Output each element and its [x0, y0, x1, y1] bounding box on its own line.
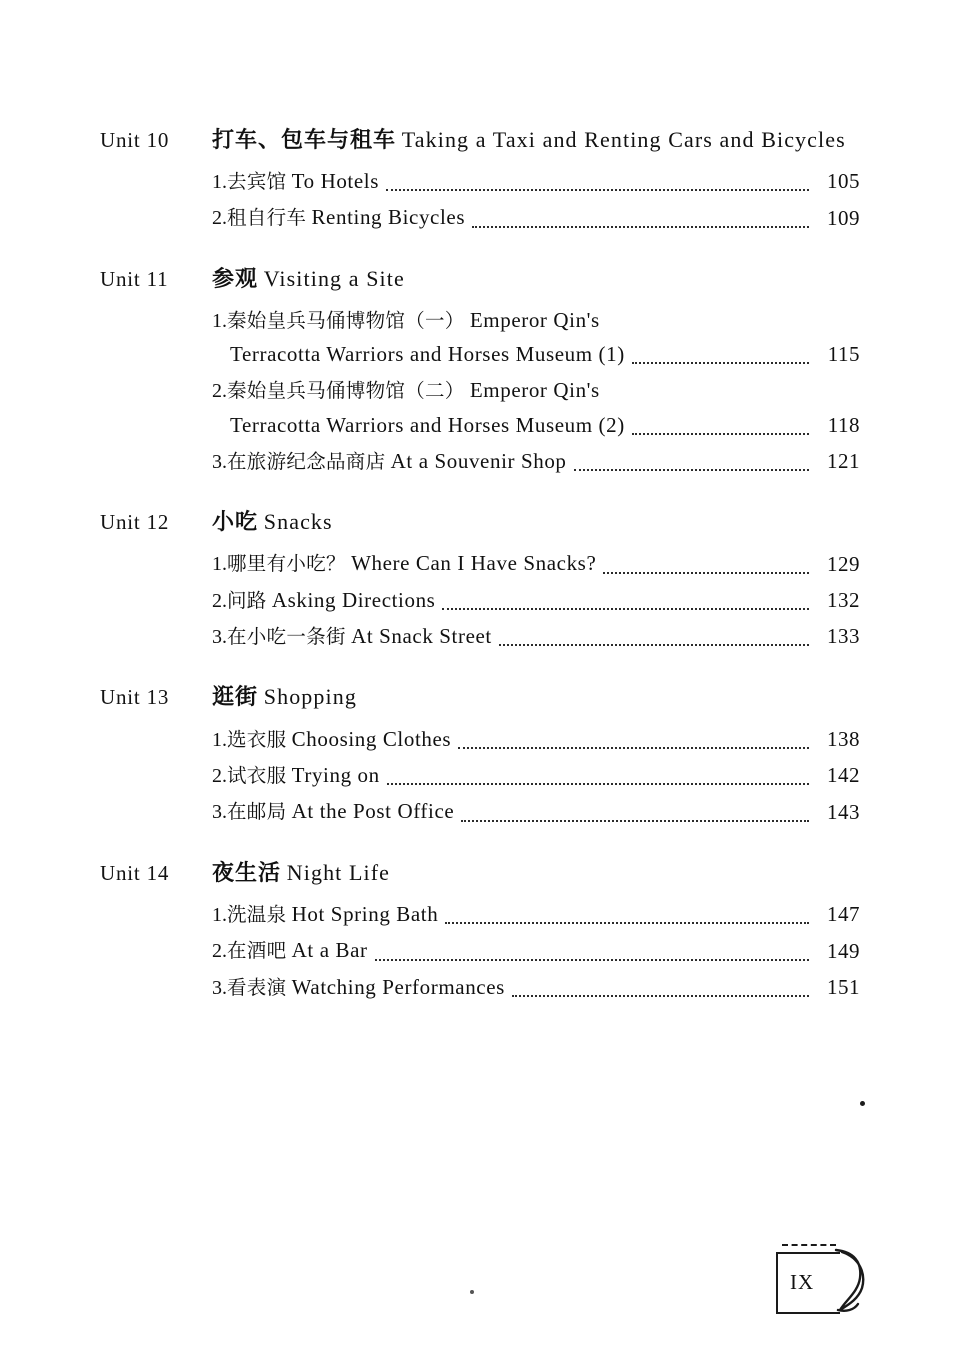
unit-label: Unit 14: [100, 860, 170, 885]
leader-dots: [499, 644, 809, 646]
toc-entry-text: [212, 444, 567, 478]
unit-title-english: Night Life: [286, 859, 391, 885]
table-of-contents: [100, 122, 860, 1030]
entry-chinese: 试衣服: [227, 763, 287, 787]
entry-number: 3.: [212, 976, 227, 999]
entry-number: 3.: [212, 801, 227, 824]
entry-page-number: 133: [827, 624, 860, 649]
toc-entry-text: [212, 794, 454, 828]
unit-entries: [212, 303, 860, 478]
entry-page-number: 129: [827, 551, 860, 576]
entry-english: At Snack Street: [351, 624, 492, 649]
entry-page-number: 115: [827, 342, 860, 367]
entry-chinese: 在酒吧: [227, 939, 287, 963]
entry-page-number: 142: [827, 763, 860, 788]
toc-entry-line: [212, 303, 860, 337]
toc-entry[interactable]: [212, 546, 860, 580]
unit-heading: [100, 855, 860, 891]
entry-number: 3.: [212, 450, 227, 473]
unit-block: [100, 122, 860, 235]
entry-page-number: 121: [827, 449, 860, 474]
entry-english: At the Post Office: [291, 799, 455, 824]
toc-entry[interactable]: [212, 794, 860, 828]
toc-entry-text: [212, 583, 435, 617]
entry-page-number: 118: [827, 412, 860, 437]
unit-entries: [212, 722, 860, 829]
unit-title-english: Visiting a Site: [263, 265, 405, 291]
toc-entry-text: [212, 378, 600, 402]
entry-chinese: 洗温泉: [227, 902, 287, 926]
entry-chinese: 去宾馆: [227, 170, 287, 194]
toc-entry-text: [212, 164, 379, 198]
folio-page-number: IX: [790, 1270, 815, 1294]
unit-title-english: Taking a Taxi and Renting Cars and Bicycles: [401, 127, 846, 152]
entry-chinese: 在小吃一条街: [227, 625, 346, 649]
entry-english: Watching Performances: [291, 974, 505, 999]
entry-english-continued: Terracotta Warriors and Horses Museum (2): [230, 412, 625, 437]
unit-label: Unit 13: [100, 685, 170, 710]
unit-label: Unit 12: [100, 510, 170, 535]
leader-dots: [442, 608, 809, 610]
unit-title-chinese: 逛街: [212, 685, 259, 711]
toc-entry-text-continued: [230, 337, 625, 371]
margin-dot-mark: [860, 1101, 865, 1106]
entry-english: Asking Directions: [271, 587, 436, 612]
entry-page-number: 109: [827, 205, 860, 230]
entry-chinese: 在邮局: [227, 800, 287, 824]
toc-entry-text: [212, 758, 380, 792]
folio-tab: [776, 1244, 872, 1320]
entry-number: 2.: [212, 940, 227, 963]
unit-block: [100, 679, 860, 828]
unit-label: Unit 10: [100, 128, 170, 152]
entry-number: 1.: [212, 309, 227, 332]
entry-page-number: 105: [827, 169, 860, 194]
entry-number: 2.: [212, 207, 227, 230]
toc-entry-line: [230, 408, 860, 442]
unit-heading: [100, 679, 860, 715]
toc-entry-text: [212, 970, 505, 1004]
entry-page-number: 151: [827, 974, 860, 999]
leader-dots: [387, 783, 809, 785]
unit-title: [212, 855, 860, 891]
unit-label: Unit 11: [100, 266, 169, 291]
entry-english: Hot Spring Bath: [291, 901, 439, 926]
entry-chinese: 在旅游纪念品商店: [227, 449, 386, 473]
leader-dots: [603, 572, 809, 574]
toc-entry-line: [230, 337, 860, 371]
toc-entry-text: [212, 200, 465, 234]
entry-english-continued: Terracotta Warriors and Horses Museum (1): [230, 342, 625, 367]
leader-dots: [632, 433, 809, 435]
toc-entry-text: [212, 722, 451, 756]
entry-english: Emperor Qin's: [469, 378, 600, 403]
unit-title-chinese: 小吃: [212, 510, 259, 536]
entry-english: Choosing Clothes: [291, 726, 452, 751]
entry-english: At a Souvenir Shop: [390, 448, 567, 473]
toc-entry-text: [212, 897, 438, 931]
entry-english: Where Can I Have Snacks?: [351, 551, 597, 576]
entry-number: 2.: [212, 764, 227, 787]
unit-entries: [212, 164, 860, 235]
toc-entry-text: [212, 933, 368, 967]
leader-dots: [512, 995, 809, 997]
toc-entry[interactable]: [212, 200, 860, 234]
toc-entry[interactable]: [212, 303, 860, 371]
entry-english: To Hotels: [291, 169, 379, 194]
entry-chinese: 看表演: [227, 975, 287, 999]
entry-english: At a Bar: [291, 938, 368, 963]
unit-entries: [212, 546, 860, 653]
unit-title: [212, 504, 860, 540]
leader-dots: [386, 189, 809, 191]
entry-number: 2.: [212, 589, 227, 612]
unit-entries: [212, 897, 860, 1004]
leader-dots: [461, 820, 809, 822]
entry-english: Renting Bicycles: [311, 205, 466, 230]
toc-entry[interactable]: [212, 164, 860, 198]
entry-chinese: 租自行车: [227, 206, 307, 230]
unit-heading: [100, 261, 860, 297]
entry-chinese: 哪里有小吃？: [227, 552, 346, 576]
entry-page-number: 147: [827, 902, 860, 927]
entry-english: Trying on: [291, 762, 380, 787]
toc-entry[interactable]: [212, 444, 860, 478]
unit-heading: [100, 504, 860, 540]
unit-title-chinese: 夜生活: [212, 860, 282, 886]
unit-title-english: Shopping: [263, 684, 357, 710]
toc-entry-line: [212, 373, 860, 407]
entry-number: 2.: [212, 380, 227, 403]
unit-title-english: Snacks: [263, 509, 333, 535]
toc-entry[interactable]: [212, 722, 860, 756]
toc-entry-text: [212, 308, 600, 332]
entry-number: 1.: [212, 553, 227, 576]
entry-chinese: 秦始皇兵马俑博物馆（二）: [227, 379, 465, 403]
unit-title-chinese: 参观: [212, 266, 259, 292]
toc-entry[interactable]: [212, 933, 860, 967]
toc-entry-text: [212, 546, 596, 580]
toc-entry[interactable]: [212, 373, 860, 441]
unit-title: [212, 679, 860, 715]
entry-number: 1.: [212, 171, 227, 194]
entry-chinese: 选衣服: [227, 727, 287, 751]
leader-dots: [632, 362, 809, 364]
leader-dots: [375, 959, 809, 961]
toc-entry[interactable]: [212, 619, 860, 653]
folio-dashed-line: [782, 1244, 836, 1246]
leader-dots: [472, 226, 809, 228]
leader-dots: [574, 469, 809, 471]
entry-number: 1.: [212, 903, 227, 926]
entry-number: 1.: [212, 728, 227, 751]
entry-chinese: 问路: [227, 588, 267, 612]
page-speck: [470, 1290, 474, 1294]
toc-entry-text-continued: [230, 408, 625, 442]
leader-dots: [445, 922, 809, 924]
unit-heading: [100, 122, 860, 158]
toc-entry[interactable]: [212, 758, 860, 792]
toc-entry[interactable]: [212, 897, 860, 931]
folio-swirl-icon: [832, 1248, 866, 1314]
unit-title: [212, 261, 860, 297]
entry-chinese: 秦始皇兵马俑博物馆（一）: [227, 308, 465, 332]
toc-entry[interactable]: [212, 583, 860, 617]
entry-page-number: 143: [827, 799, 860, 824]
toc-entry[interactable]: [212, 970, 860, 1004]
entry-number: 3.: [212, 626, 227, 649]
unit-title: [212, 122, 860, 158]
unit-block: [100, 504, 860, 653]
leader-dots: [458, 747, 809, 749]
toc-entry-text: [212, 619, 492, 653]
entry-english: Emperor Qin's: [469, 307, 600, 332]
entry-page-number: 132: [827, 588, 860, 613]
entry-page-number: 138: [827, 726, 860, 751]
unit-block: [100, 261, 860, 478]
unit-title-chinese: 打车、包车与租车: [212, 128, 397, 153]
entry-page-number: 149: [827, 938, 860, 963]
unit-block: [100, 855, 860, 1004]
